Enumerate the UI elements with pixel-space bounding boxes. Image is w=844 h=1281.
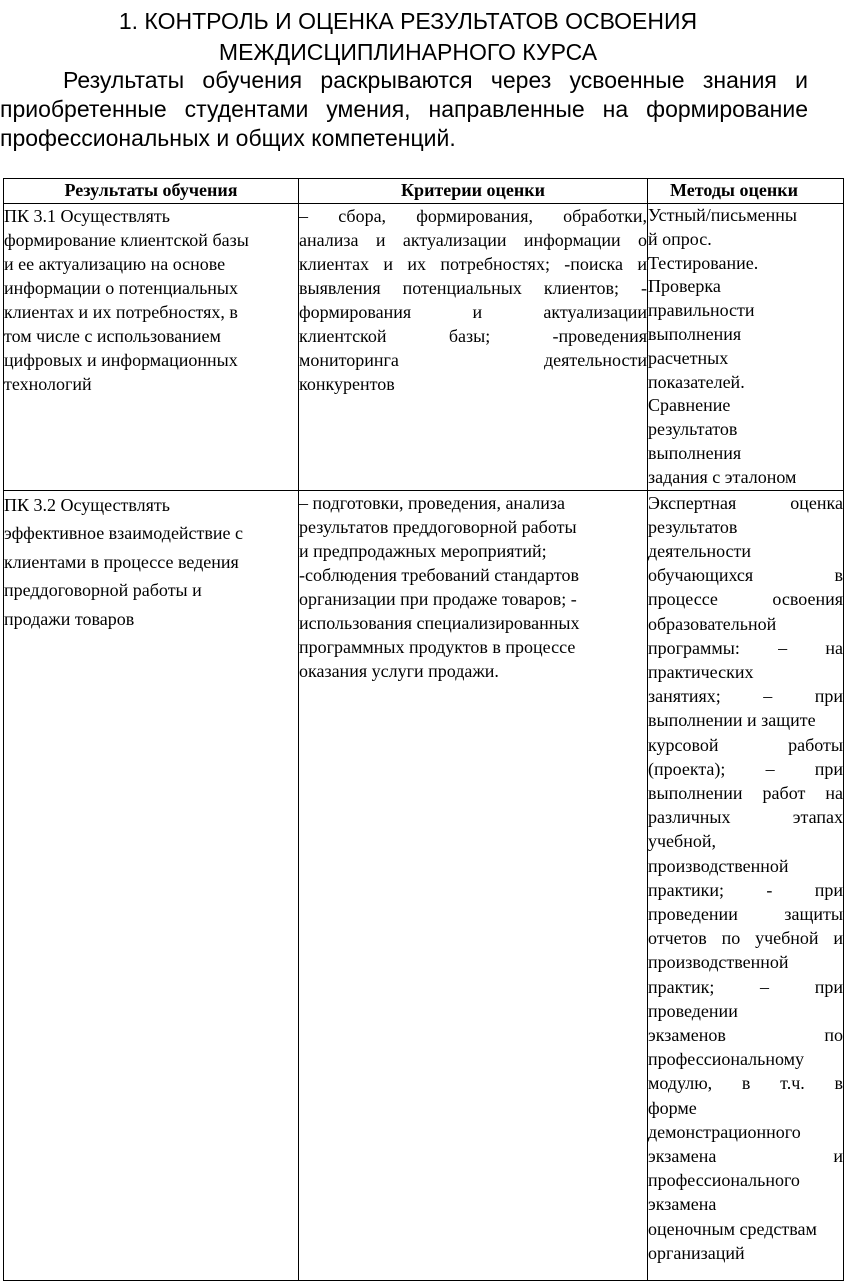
- criteria-line: формирования и актуализации: [299, 302, 647, 322]
- results-line: и ее актуализацию на основе: [4, 254, 226, 274]
- methods-line: практик; – при: [648, 976, 843, 997]
- methods-line: занятиях; – при: [648, 686, 843, 707]
- criteria-line: анализа и актуализации информации о: [299, 230, 647, 250]
- methods-line: (проекта); – при: [648, 758, 843, 779]
- methods-line: выполнении работ на: [648, 783, 843, 803]
- results-line: технологий: [4, 374, 92, 394]
- section-title-line-2: МЕЖДИСЦИПЛИНАРНОГО КУРСА: [218, 39, 598, 65]
- methods-cell: [648, 490, 844, 1280]
- header-methods: Методы оценки: [648, 179, 844, 204]
- results-line: продажи товаров: [4, 608, 135, 629]
- methods-line: Сравнение: [648, 395, 731, 416]
- results-line: информации о потенциальных: [4, 278, 239, 298]
- methods-line: деятельности: [648, 540, 752, 561]
- methods-line: й опрос.: [648, 228, 712, 249]
- results-line: эффективное взаимодействие с: [4, 523, 244, 544]
- methods-line: Устный/письменны: [648, 205, 798, 225]
- results-line: клиентами в процессе ведения: [4, 551, 239, 572]
- methods-line: экзамена и: [648, 1146, 843, 1167]
- methods-line: различных этапах: [648, 807, 843, 828]
- methods-line: проведении защиты: [648, 904, 843, 925]
- criteria-line: оказания услуги продажи.: [299, 660, 499, 681]
- criteria-cell: [299, 490, 648, 1280]
- methods-line: курсовой работы: [648, 734, 843, 755]
- methods-line: выполнении и защите: [648, 710, 816, 731]
- table-row: [4, 204, 844, 491]
- methods-line: Экспертная оценка: [648, 492, 843, 513]
- criteria-line: конкурентов: [299, 374, 395, 394]
- methods-line: задания с эталоном: [648, 466, 797, 487]
- methods-line: учебной,: [648, 831, 716, 852]
- methods-line: проведении: [648, 1000, 738, 1021]
- assessment-table: [3, 178, 844, 1281]
- methods-line: практики; - при: [648, 879, 843, 900]
- criteria-line: клиентской базы; -проведения: [299, 326, 647, 346]
- intro-line-3: профессиональных и общих компетенций.: [0, 125, 456, 151]
- methods-line: результатов: [648, 419, 738, 440]
- methods-line: организаций: [648, 1242, 745, 1263]
- criteria-line: выявления потенциальных клиентов; -: [299, 278, 647, 298]
- results-cell: [4, 204, 299, 491]
- methods-line: обучающихся в: [648, 565, 843, 586]
- methods-line: оценочным средствам: [648, 1218, 817, 1239]
- table-row: [4, 490, 844, 1280]
- methods-line: профессионального: [648, 1170, 800, 1191]
- methods-line: выполнения: [648, 442, 742, 463]
- criteria-line: программных продуктов в процессе: [299, 636, 576, 657]
- results-line: цифровых и информационных: [4, 350, 238, 370]
- criteria-line: клиентах и их потребностях; -поиска и: [299, 254, 647, 274]
- methods-line: профессиональному: [648, 1049, 804, 1070]
- methods-cell: [648, 204, 844, 491]
- results-line: клиентах и их потребностях, в: [4, 302, 238, 322]
- criteria-line: – подготовки, проведения, анализа: [299, 492, 565, 513]
- table-header-row: [4, 179, 844, 204]
- methods-line: модулю, в т.ч. в: [648, 1073, 843, 1094]
- methods-line: результатов: [648, 516, 738, 537]
- methods-line: правильности: [648, 300, 755, 321]
- methods-line: практических: [648, 661, 754, 682]
- methods-line: демонстрационного: [648, 1121, 801, 1142]
- results-line: преддоговорной работы и: [4, 580, 202, 601]
- methods-line: Тестирование.: [648, 252, 759, 273]
- intro-line-2: приобретенные студентами умения, направленные на формирование: [0, 96, 808, 122]
- methods-line: экзаменов по: [648, 1025, 843, 1046]
- methods-line: расчетных: [648, 347, 729, 368]
- header-results: Результаты обучения: [4, 179, 299, 204]
- methods-line: отчетов по учебной и: [648, 928, 843, 949]
- methods-line: форме: [648, 1097, 697, 1118]
- criteria-line: результатов преддоговорной работы: [299, 516, 577, 537]
- criteria-line: организации при продаже товаров; -: [299, 588, 577, 609]
- methods-line: производственной: [648, 952, 789, 973]
- methods-line: образовательной: [648, 613, 777, 634]
- results-cell: [4, 490, 299, 1280]
- criteria-line: использования специализированных: [299, 612, 580, 633]
- criteria-cell: [299, 204, 648, 491]
- methods-line: процессе освоения: [648, 589, 843, 610]
- header-criteria: Критерии оценки: [299, 179, 648, 204]
- methods-line: показателей.: [648, 371, 745, 392]
- results-line: ПК 3.1 Осуществлять: [4, 206, 171, 226]
- methods-line: программы: – на: [648, 637, 843, 658]
- methods-line: Проверка: [648, 276, 721, 297]
- criteria-line: мониторинга деятельности: [299, 350, 647, 370]
- results-line: том числе с использованием: [4, 326, 221, 346]
- section-title-line-1: 1. КОНТРОЛЬ И ОЦЕНКА РЕЗУЛЬТАТОВ ОСВОЕНИЯ: [118, 8, 698, 34]
- methods-line: производственной: [648, 855, 789, 876]
- criteria-line: – сбора, формирования, обработки,: [299, 206, 647, 226]
- methods-line: выполнения: [648, 323, 742, 344]
- criteria-line: -соблюдения требований стандартов: [299, 564, 580, 585]
- criteria-line: и предпродажных мероприятий;: [299, 540, 547, 561]
- results-line: формирование клиентской базы: [4, 230, 249, 250]
- intro-line-1: Результаты обучения раскрываются через усвоенные знания и: [63, 67, 808, 93]
- methods-line: экзамена: [648, 1194, 717, 1215]
- results-line: ПК 3.2 Осуществлять: [4, 494, 171, 515]
